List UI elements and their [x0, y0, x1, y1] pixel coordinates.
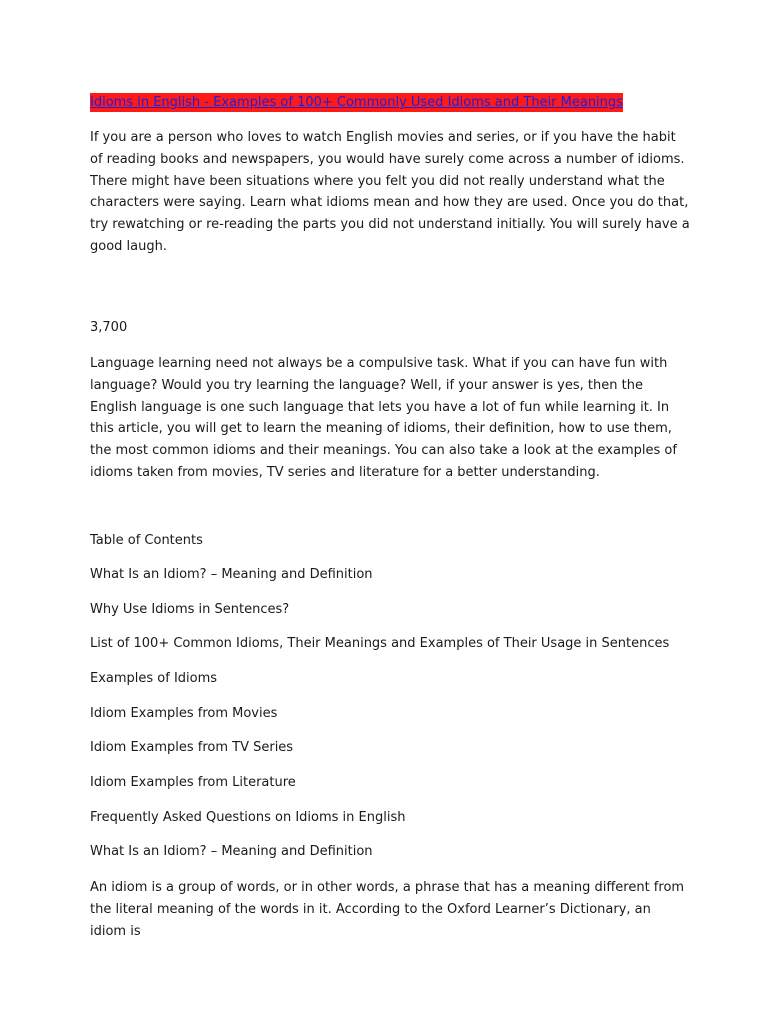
toc-item-literature: Idiom Examples from Literature [90, 775, 296, 790]
toc-item-tv-series: Idiom Examples from TV Series [90, 740, 294, 755]
toc-item-examples: Examples of Idioms [90, 671, 218, 686]
body-paragraph: Language learning need not always be a compulsive task. What if you can have fun with language? Would you try learning the language? Well, if your answer is yes, then the English language is one such language that lets you have a lot of fun while learning it. In this article, you will get to learn the meaning of idioms, their definition, how to use them, the most common idioms and their meanings. You can also take a look at the examples of idioms taken from movies, TV series and literature for a better understanding. [90, 356, 677, 480]
intro-paragraph: If you are a person who loves to watch English movies and series, or if you have the habit of reading books and newspapers, you would have surely come across a number of idioms. There might have been situations where you felt you did not really understand what the characters were saying. Learn what idioms mean and how they are used. Once you do that, try rewatching or re-reading the parts you did not understand initially. You will surely have a good laugh. [90, 130, 690, 254]
toc-item-faq: Frequently Asked Questions on Idioms in English [90, 810, 406, 825]
toc-item-what-is-idiom: What Is an Idiom? – Meaning and Definition [90, 567, 373, 582]
document-title[interactable]: Idioms in English - Examples of 100+ Commonly Used Idioms and Their Meanings [90, 95, 623, 110]
section-paragraph: An idiom is a group of words, or in other words, a phrase that has a meaning different from the literal meaning of the words in it. According to the Oxford Learner’s Dictionary, an idiom is [90, 880, 685, 939]
view-count: 3,700 [90, 320, 128, 335]
toc-item-list-of-idioms: List of 100+ Common Idioms, Their Meanings and Examples of Their Usage in Sentences [90, 636, 670, 651]
toc-heading: Table of Contents [90, 533, 203, 548]
toc-item-movies: Idiom Examples from Movies [90, 706, 278, 721]
section-heading: What Is an Idiom? – Meaning and Definition [90, 844, 373, 859]
toc-item-why-use-idioms: Why Use Idioms in Sentences? [90, 602, 290, 617]
